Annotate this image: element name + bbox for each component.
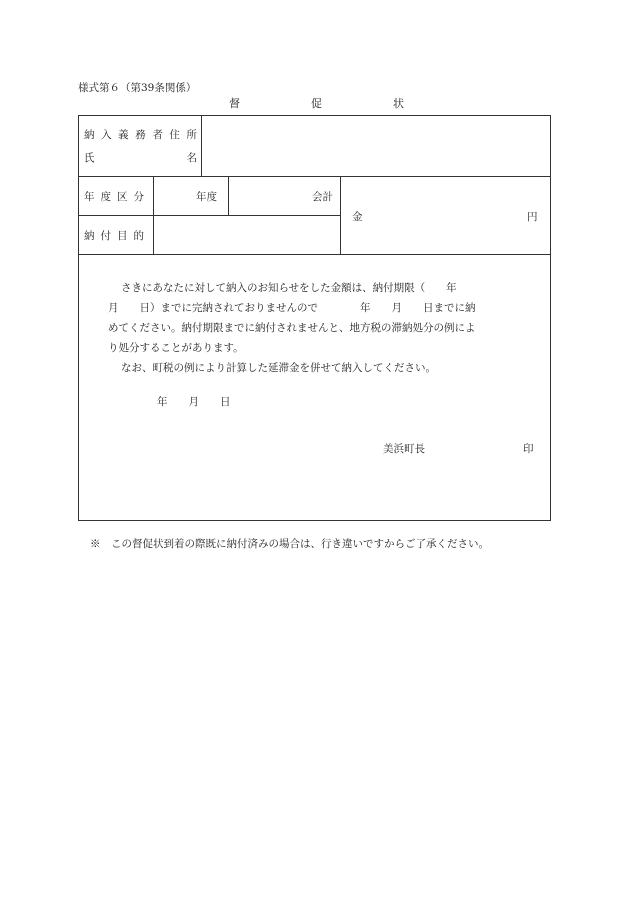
issuer-name: 美浜町長 <box>383 443 425 455</box>
amount-unit: 円 <box>527 211 538 223</box>
amount-prefix: 金 <box>352 211 363 223</box>
address-label-char: 義 <box>118 129 129 141</box>
title-char-1: 督 <box>229 97 240 110</box>
row-divider-2 <box>78 215 340 216</box>
address-label-char: 入 <box>101 129 112 141</box>
col-divider-address <box>201 115 202 176</box>
address-label <box>84 127 197 142</box>
row-divider-3 <box>78 254 551 255</box>
year-category-label: 年度区分 <box>84 191 150 203</box>
col-divider-amount <box>340 176 341 254</box>
name-label: 氏 名 <box>84 152 197 164</box>
message-line-4: り処分することがあります。 <box>108 342 244 354</box>
purpose-label: 納付目的 <box>84 230 150 242</box>
address-label-char: 納 <box>84 129 95 141</box>
message-line-3: めてください。納付期限までに納付されませんと、地方税の滞納処分の例によ <box>108 322 476 334</box>
title-char-2: 促 <box>311 97 322 110</box>
address-label-char: 務 <box>135 129 146 141</box>
form-number: 様式第６（第39条関係） <box>78 82 197 94</box>
message-line-2: 月 日）までに完納されておりませんので 年 月 日までに納 <box>108 302 476 314</box>
title-char-3: 状 <box>393 97 404 110</box>
message-line-5: なお、町税の例により計算した延滞金を併せて納入してください。 <box>121 362 436 374</box>
col-divider-label <box>153 176 154 254</box>
row-divider-1 <box>78 176 551 177</box>
address-label-char: 所 <box>186 129 197 141</box>
account-unit: 会計 <box>312 191 333 203</box>
address-label-char: 者 <box>152 129 163 141</box>
address-label-char: 住 <box>169 129 180 141</box>
issue-date: 年 月 日 <box>157 396 231 408</box>
footer-note: ※ この督促状到着の際既に納付済みの場合は、行き違いですからご了承ください。 <box>90 538 489 550</box>
message-line-1: さきにあなたに対して納入のお知らせをした金額は、納付期限（ 年 <box>121 282 457 294</box>
col-divider-year <box>228 176 229 215</box>
year-unit: 年度 <box>196 191 217 203</box>
seal-mark: 印 <box>523 443 534 455</box>
